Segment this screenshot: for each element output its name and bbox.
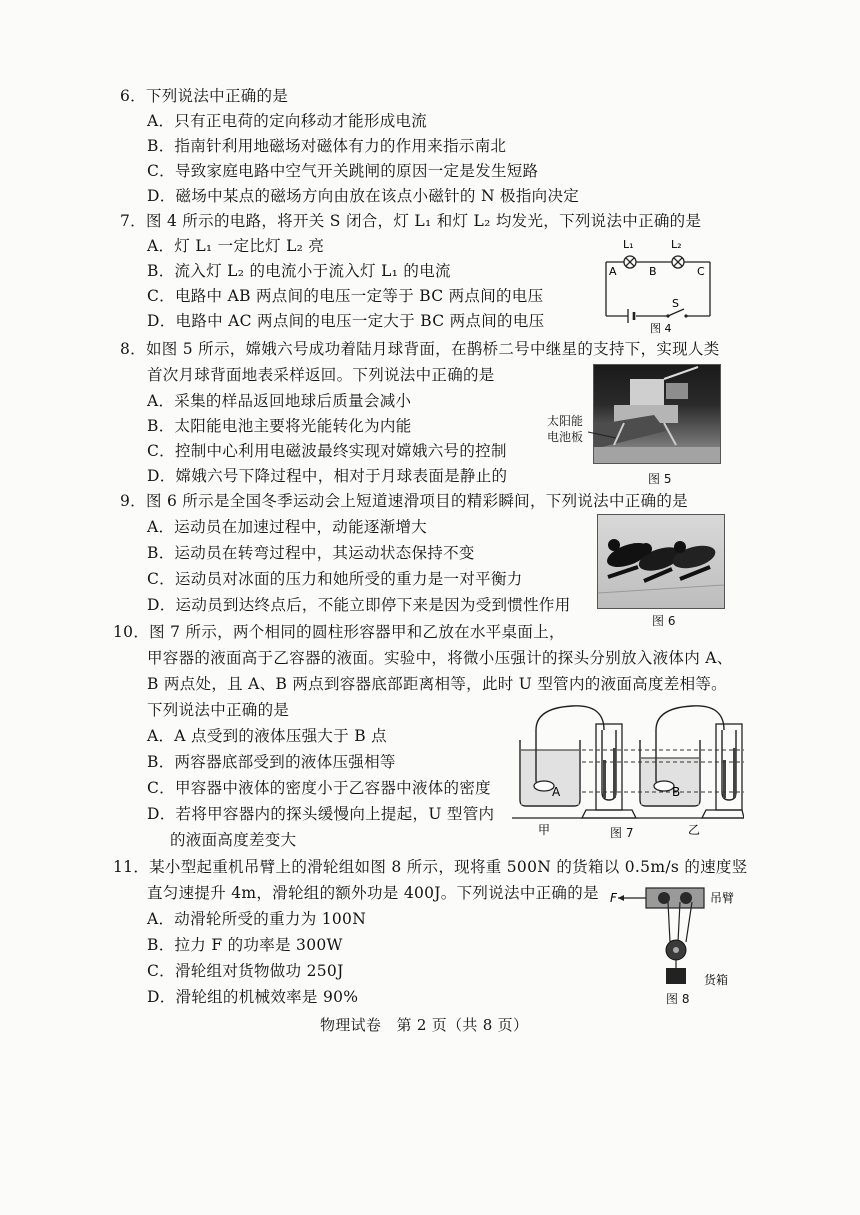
pulley-figure-8 (608, 880, 748, 990)
q6-option-b: B．指南针利用地磁场对磁体有力的作用来指示南北 (147, 137, 507, 155)
speed-skating-photo (597, 514, 725, 609)
q8-stem-line1: 8．如图 5 所示，嫦娥六号成功着陆月球背面，在鹊桥二号中继星的支持下，实现人类 (120, 340, 720, 358)
q11-option-d: D．滑轮组的机械效率是 90% (147, 988, 359, 1006)
cargo-box-label: 货箱 (704, 973, 729, 987)
lamp-l1-label: L₁ (623, 238, 634, 251)
q10-option-d: D．若将甲容器内的探头缓慢向上提起，U 型管内 (147, 805, 495, 823)
lander-photo (593, 364, 721, 464)
circuit-figure-4 (598, 228, 718, 336)
q8-option-b: B．太阳能电池主要将光能转化为内能 (147, 417, 412, 435)
point-a-label: A (552, 785, 561, 799)
point-b-label: B (672, 785, 681, 799)
q6-stem: 6．下列说法中正确的是 (120, 87, 289, 105)
q8-stem-line2: 首次月球背面地表采样返回。下列说法中正确的是 (147, 366, 495, 384)
q10-option-c: C．甲容器中液体的密度小于乙容器中液体的密度 (147, 779, 491, 797)
point-c-label: C (697, 265, 705, 278)
q6-option-d: D．磁场中某点的磁场方向由放在该点小磁针的 N 极指向决定 (147, 187, 580, 205)
q11-stem-line1: 11．某小型起重机吊臂上的滑轮组如图 8 所示，现将重 500N 的货箱以 0.5m/s 的速度竖 (113, 858, 748, 876)
q10-stem-line2: 甲容器的液面高于乙容器的液面。实验中，将微小压强计的探头分别放入液体内 A、 (147, 649, 733, 667)
q10-option-d-continued: 的液面高度差变大 (170, 831, 297, 849)
q9-stem: 9．图 6 所示是全国冬季运动会上短道速滑项目的精彩瞬间，下列说法中正确的是 (120, 492, 688, 510)
figure-7-caption: 图 7 (610, 826, 634, 840)
figure-4-caption: 图 4 (650, 322, 672, 335)
q10-stem-line1: 10．图 7 所示，两个相同的圆柱形容器甲和乙放在水平桌面上， (113, 623, 565, 641)
q8-option-c: C．控制中心利用电磁波最终实现对嫦娥六号的控制 (147, 442, 507, 460)
q11-option-c: C．滑轮组对货物做功 250J (147, 962, 344, 980)
q11-stem-line2: 直匀速提升 4m，滑轮组的额外功是 400J。下列说法中正确的是 (147, 884, 599, 902)
q7-option-d: D．电路中 AC 两点间的电压一定大于 BC 两点间的电压 (147, 312, 545, 330)
q10-option-b: B．两容器底部受到的液体压强相等 (147, 753, 396, 771)
q7-option-c: C．电路中 AB 两点间的电压一定等于 BC 两点间的电压 (147, 287, 544, 305)
q10-stem-line3: B 两点处，且 A、B 两点到容器底部距离相等，此时 U 型管内的液面高度差相等。 (147, 675, 727, 693)
q9-option-a: A．运动员在加速过程中，动能逐渐增大 (147, 518, 428, 536)
q6-option-a: A．只有正电荷的定向移动才能形成电流 (147, 112, 428, 130)
switch-s-label: S (672, 297, 679, 310)
q11-option-a: A．动滑轮所受的重力为 100N (147, 910, 367, 928)
container-jia-label: 甲 (538, 823, 551, 837)
container-yi-label: 乙 (688, 823, 701, 837)
q10-stem-line4: 下列说法中正确的是 (147, 701, 290, 719)
solar-panel-pointer (588, 428, 618, 440)
q8-option-d: D．嫦娥六号下降过程中，相对于月球表面是静止的 (147, 467, 508, 485)
q9-option-b: B．运动员在转弯过程中，其运动状态保持不变 (147, 544, 475, 562)
figure-6-caption: 图 6 (652, 614, 676, 628)
q6-option-c: C．导致家庭电路中空气开关跳闸的原因一定是发生短路 (147, 162, 539, 180)
q9-option-c: C．运动员对冰面的压力和她所受的重力是一对平衡力 (147, 570, 523, 588)
point-a-label: A (609, 265, 617, 278)
q10-option-a: A．A 点受到的液体压强大于 B 点 (147, 727, 387, 745)
q7-option-a: A．灯 L₁ 一定比灯 L₂ 亮 (147, 237, 325, 255)
point-b-label: B (649, 265, 657, 278)
force-f-label: F (610, 891, 617, 905)
crane-arm-label: 吊臂 (710, 891, 735, 905)
q7-option-b: B．流入灯 L₂ 的电流小于流入灯 L₁ 的电流 (147, 262, 451, 280)
q11-option-b: B．拉力 F 的功率是 300W (147, 936, 343, 954)
lamp-l2-label: L₂ (671, 238, 682, 251)
pressure-figure-7 (512, 700, 744, 840)
q8-option-a: A．采集的样品返回地球后质量会减小 (147, 392, 412, 410)
solar-panel-label-line2: 电池板 (547, 430, 584, 444)
q7-stem: 7．图 4 所示的电路，将开关 S 闭合，灯 L₁ 和灯 L₂ 均发光，下列说法中正确的是 (120, 212, 702, 230)
page-footer: 物理试卷 第 2 页（共 8 页） (320, 1016, 529, 1034)
figure-8-caption: 图 8 (666, 992, 690, 1006)
solar-panel-label-line1: 太阳能 (547, 414, 584, 428)
q9-option-d: D．运动员到达终点后，不能立即停下来是因为受到惯性作用 (147, 596, 571, 614)
figure-5-caption: 图 5 (648, 472, 672, 486)
